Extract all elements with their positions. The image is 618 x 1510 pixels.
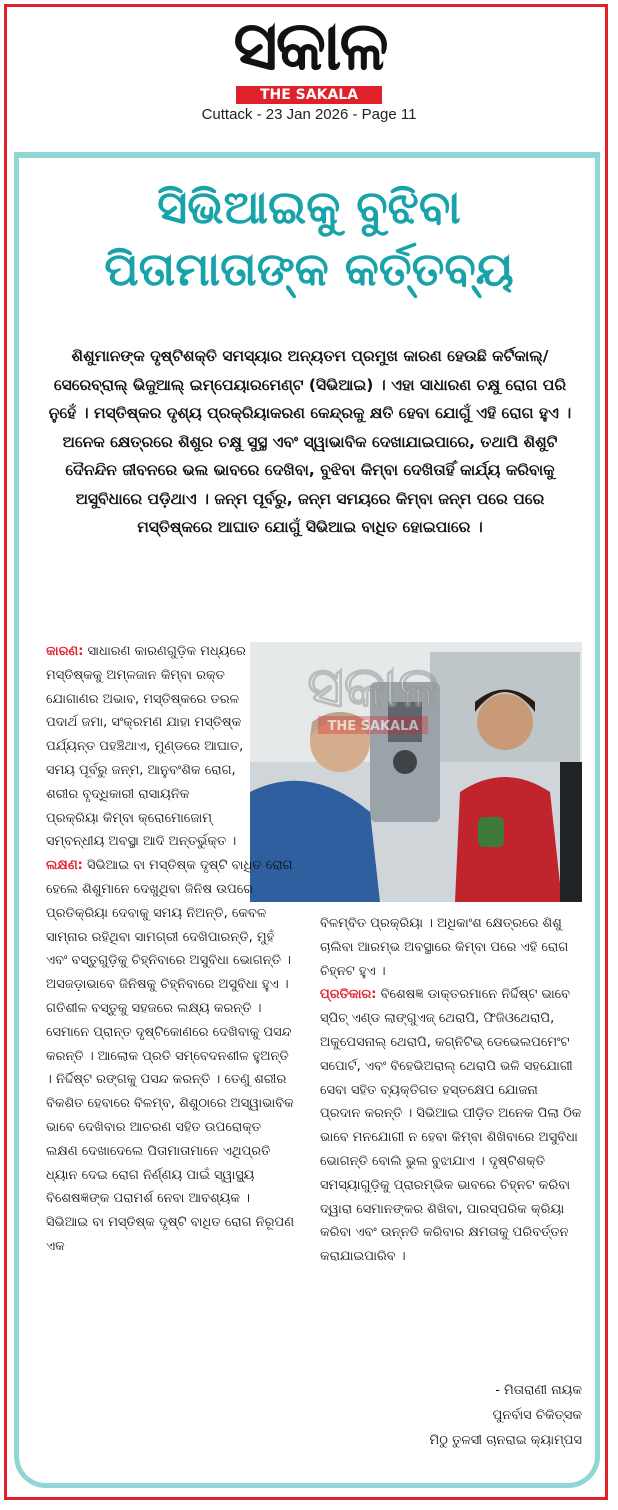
watermark-logo: ସକାଳ	[307, 655, 439, 720]
author-name: - ମିତାରାଣୀ ନାୟକ	[495, 1383, 582, 1398]
author-role: ପୁନର୍ବାସ ଚିକିତ୍ସକ	[492, 1408, 582, 1423]
symptom-text: ସିଭିଆଇ ବା ମସ୍ତିଷ୍କ ଦୃଷ୍ଟି ବାଧିତ ରୋଗ ହେଲେ ଶିଶୁମାନେ ଦେଖୁଥିବା ଜିନିଷ ଉପରେ ପ୍ରତିକ୍ରିୟା ଦେବାକୁ ସମୟ ନିଅନ୍ତି, କେବଳ ସାମ୍ନାର ରହିଥିବା ସାମଗ୍ରୀ ଦେଖିପାରନ୍ତି, ମୁହଁ ଏବଂ ବସ୍ତୁଗୁଡ଼ିକୁ ଚିହ୍ନିବାରେ ଅସୁବିଧା ଭୋଗନ୍ତି । ଅସଜଡ଼ାଭାବେ ଜିନିଷକୁ ଚିହ୍ନିବାରେ ଅସୁବିଧା ହୁଏ । ଗତିଶୀଳ ବସ୍ତୁକୁ ସହଜରେ ଲକ୍ଷ୍ୟ କରନ୍ତି । ସେମାନେ ପ୍ରାନ୍ତ ଦୃଷ୍ଟିକୋଣରେ ଦେଖିବାକୁ ପସନ୍ଦ କରନ୍ତି । ଆଲୋକ ପ୍ରତି ସମ୍ବେଦନଶୀଳ ହୁଅନ୍ତି । ନିର୍ଦ୍ଦିଷ୍ଟ ରଙ୍ଗକୁ ପସନ୍ଦ କରନ୍ତି । ତେଣୁ ଶରୀର ବିକଶିତ ହେବାରେ ବିଳମ୍ବ, ଶିଶୁଠାରେ ଅସ୍ୱାଭାବିକ ଭାବେ ଦେଖିବାର ଆଚରଣ ସହିତ ଉପରୋକ୍ତ ଲକ୍ଷଣ ଦେଖାଦେଲେ ପିତାମାତାମାନେ ଏଥିପ୍ରତି ଧ୍ୟାନ ଦେଇ ରୋଗ ନିର୍ଣ୍ଣୟ ପାଇଁ ସ୍ୱାସ୍ଥ୍ୟ ବିଶେଷଜ୍ଞଙ୍କ ପରାମର୍ଶ ନେବା ଆବଶ୍ୟକ । ସିଭିଆଇ ବା ମସ୍ତିଷ୍କ ଦୃଷ୍ଟି ବାଧିତ ରୋଗ ନିରୂପଣ ଏକ	[46, 858, 295, 1254]
right-intro-paragraph: ବିଳମ୍ବିତ ପ୍ରକ୍ରିୟା । ଅଧିକାଂଶ କ୍ଷେତ୍ରରେ ଶିଶୁ ଚାଲିବା ଆରମ୍ଭ ଅବସ୍ଥାରେ କିମ୍ବା ପରେ ଏହି ରୋଗ ଚିହ୍ନଟ ହୁଏ ।	[320, 916, 569, 979]
cause-paragraph	[46, 640, 246, 854]
remedy-text: ବିଶେଷଜ୍ଞ ଡାକ୍ତରମାନେ ନିର୍ଦ୍ଦିଷ୍ଟ ଭାବେ ସ୍ପିଚ୍ ଏଣ୍ଡ ଲାଙ୍ଗୁଏଜ୍ ଥେରାପି, ଫିଜିଓଥେରାପି, ଅକୁପେସନାଲ୍ ଥେରାପି, କଗ୍ନିଟିଭ୍ ଡେଭେଲପମେଂଟ ସପୋର୍ଟ, ଏବଂ ବିହେଭିଅରାଲ୍ ଥେରାପି ଭଳି ସହଯୋଗୀ ସେବା ସହିତ ବ୍ୟକ୍ତିଗତ ହସ୍ତକ୍ଷେପ ଯୋଜନା ପ୍ରଦାନ କରନ୍ତି । ସିଭିଆଇ ପୀଡ଼ିତ ଅନେକ ପିଲା ଠିକ ଭାବେ ମନଯୋଗୀ ନ ହେବା କିମ୍ବା ଶିଖିବାରେ ଅସୁବିଧା ଭୋଗନ୍ତି ବୋଲି ଭୁଲ ବୁଝାଯାଏ । ଦୃଷ୍ଟିଶକ୍ତି ସମସ୍ୟାଗୁଡ଼ିକୁ ପ୍ରାରମ୍ଭିକ ଭାବରେ ଚିହ୍ନଟ କରିବା ଦ୍ୱାରା ସେମାନଙ୍କର ଶିଖିବା, ପାରସ୍ପରିକ କ୍ରିୟା କରିବା ଏବଂ ଉନ୍ନତି କରିବାର କ୍ଷମତାକୁ ପରିବର୍ତ୍ତନ କରାଯାଇପାରିବ ।	[320, 987, 582, 1265]
headline-line-1: ସିଭିଆଇକୁ ବୁଝିବା	[157, 180, 461, 234]
author-byline	[330, 1378, 582, 1453]
headline-line-2: ପିତାମାତାଙ୍କ କର୍ତ୍ତବ୍ୟ	[104, 242, 514, 296]
symptom-paragraph	[46, 854, 296, 1259]
author-organization: ମିଠୁ ତୁଳସୀ ଚାନରାଇ କ୍ୟାମ୍ପସ	[429, 1433, 582, 1448]
logo-band: THE SAKALA	[236, 86, 382, 104]
cause-text: ସାଧାରଣ କାରଣଗୁଡ଼ିକ ମଧ୍ୟରେ ମସ୍ତିଷ୍କକୁ ଅମ୍ଳଜାନ କିମ୍ବା ରକ୍ତ ଯୋଗାଣର ଅଭାବ, ମସ୍ତିଷ୍କରେ ତରଳ ପଦାର୍ଥ ଜମା, ସଂକ୍ରମଣ ଯାହା ମସ୍ତିଷ୍କ ପର୍ଯ୍ୟନ୍ତ ପହଞ୍ଚିଥାଏ, ମୁଣ୍ଡରେ ଆଘାତ, ସମୟ ପୂର୍ବରୁ ଜନ୍ମ, ଆନୁବଂଶିକ ରୋଗ, ଶରୀର ବୃଦ୍ଧିକାରୀ ରାସାୟନିକ ପ୍ରକ୍ରିୟା କିମ୍ବା କ୍ରୋମୋଜୋମ୍ ସମ୍ବନ୍ଧୀୟ ଅବସ୍ଥା ଆଦି ଅନ୍ତର୍ଭୁକ୍ତ ।	[46, 644, 246, 850]
article-headline	[24, 176, 594, 300]
remedy-label: ପ୍ରତିକାର:	[320, 987, 377, 1003]
left-column	[46, 640, 296, 1259]
dateline: Cuttack - 23 Jan 2026 - Page 11	[201, 106, 417, 123]
symptom-label: ଲକ୍ଷଣ:	[46, 858, 83, 874]
remedy-paragraph	[320, 983, 582, 1269]
cause-label: କାରଣ:	[46, 644, 84, 659]
right-column	[320, 912, 582, 1269]
watermark-band: THE SAKALA	[327, 719, 419, 734]
article-lead: ଶିଶୁମାନଙ୍କ ଦୃଷ୍ଟିଶକ୍ତି ସମସ୍ୟାର ଅନ୍ୟତମ ପ୍ରମୁଖ କାରଣ ହେଉଛି କର୍ଟିକାଲ୍/ସେରେବ୍ରାଲ୍ ଭିଜୁଆଲ୍ ଇମ୍ପେୟାରମେଣ୍ଟ (ସିଭିଆଇ) । ଏହା ସାଧାରଣ ଚକ୍ଷୁ ରୋଗ ପରି ନୁହେଁ । ମସ୍ତିଷ୍କର ଦୃଶ୍ୟ ପ୍ରକ୍ରିୟାକରଣ କେନ୍ଦ୍ରକୁ କ୍ଷତି ହେବା ଯୋଗୁଁ ଏହି ରୋଗ ହୁଏ । ଅନେକ କ୍ଷେତ୍ରରେ ଶିଶୁର ଚକ୍ଷୁ ସୁସ୍ଥ ଏବଂ ସ୍ୱାଭାବିକ ଦେଖାଯାଇପାରେ, ତଥାପି ଶିଶୁଟି ଦୈନନ୍ଦିନ ଜୀବନରେ ଭଲ ଭାବରେ ଦେଖିବା, ବୁଝିବା କିମ୍ବା ଦେଖିତାହିଁ କାର୍ଯ୍ୟ କରିବାକୁ ଅସୁବିଧାରେ ପଡ଼ିଥାଏ । ଜନ୍ମ ପୂର୍ବରୁ, ଜନ୍ମ ସମୟରେ କିମ୍ବା ଜନ୍ମ ପରେ ପରେ ମସ୍ତିଷ୍କରେ ଆଘାତ ଯୋଗୁଁ ସିଭିଆଇ ବାଧିତ ହୋଇପାରେ ।	[48, 347, 572, 536]
newspaper-logo: ସକାଳ	[233, 7, 387, 86]
